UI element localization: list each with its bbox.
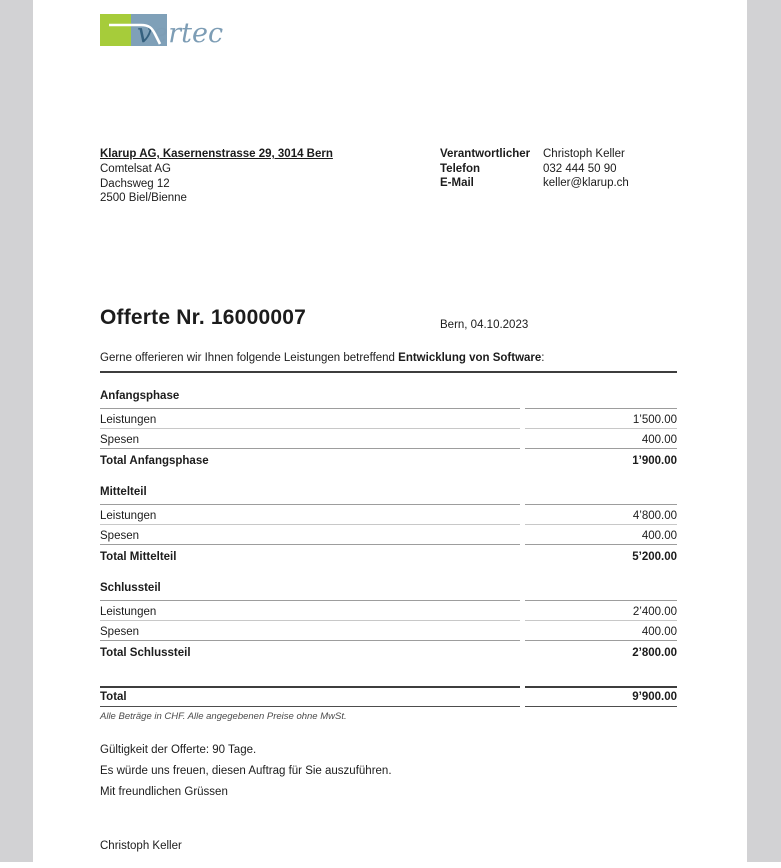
contact-value: 032 444 50 90 xyxy=(543,162,617,175)
section-total-amount: 2’800.00 xyxy=(632,647,677,659)
contact-label: Verantwortlicher xyxy=(440,148,531,160)
contact-row xyxy=(440,176,629,191)
section-title: Anfangsphase xyxy=(100,389,520,409)
recipient-street: Dachsweg 12 xyxy=(100,177,170,190)
section-total-row xyxy=(100,449,677,469)
vertec-logo xyxy=(100,12,224,55)
row-label: Leistungen xyxy=(100,601,520,621)
section-total-label: Total Mittelteil xyxy=(100,551,177,563)
intro-sentence xyxy=(100,352,545,364)
section-total-amount: 1’900.00 xyxy=(632,455,677,467)
intro-subject: Entwicklung von Software xyxy=(398,352,542,364)
contact-info-block xyxy=(440,147,629,191)
row-label: Spesen xyxy=(100,621,520,641)
section-mittelteil xyxy=(100,485,677,565)
section-title: Mittelteil xyxy=(100,485,520,505)
contact-label: E-Mail xyxy=(440,177,474,190)
row-amount: 1’500.00 xyxy=(525,409,677,429)
section-header xyxy=(100,389,677,409)
row-amount: 400.00 xyxy=(525,525,677,545)
section-schlussteil xyxy=(100,581,677,661)
section-header xyxy=(100,581,677,601)
pleasure-line: Es würde uns freuen, diesen Auftrag für Sie auszuführen. xyxy=(100,765,392,777)
row-label: Leistungen xyxy=(100,505,520,525)
contact-label: Telefon xyxy=(440,162,481,175)
currency-footnote: Alle Beträge in CHF. Alle angegebenen Preise ohne MwSt. xyxy=(100,711,347,722)
grand-total-amount: 9’900.00 xyxy=(525,686,677,707)
table-row xyxy=(100,525,677,545)
table-row xyxy=(100,601,677,621)
sender-line: Klarup AG, Kasernenstrasse 29, 3014 Bern xyxy=(100,148,333,160)
section-total-amount: 5’200.00 xyxy=(632,551,677,563)
section-total-row xyxy=(100,641,677,661)
section-title: Schlussteil xyxy=(100,581,520,601)
greeting-line: Mit freundlichen Grüssen xyxy=(100,786,228,798)
row-amount: 400.00 xyxy=(525,621,677,641)
intro-colon: : xyxy=(541,352,545,364)
recipient-name: Comtelsat AG xyxy=(100,162,171,175)
page-title: Offerte Nr. 16000007 xyxy=(100,306,306,329)
place-date: Bern, 04.10.2023 xyxy=(440,319,529,331)
section-total-label: Total Anfangsphase xyxy=(100,455,209,467)
intro-text: Gerne offerieren wir Ihnen folgende Leistungen betreffend xyxy=(100,352,399,364)
recipient-city: 2500 Biel/Bienne xyxy=(100,192,187,205)
grand-total-label: Total xyxy=(100,686,520,707)
contact-value: keller@klarup.ch xyxy=(543,177,629,190)
row-amount: 2’400.00 xyxy=(525,601,677,621)
page-margin-right xyxy=(747,0,781,862)
vertec-logo-icon xyxy=(100,12,224,50)
table-row xyxy=(100,621,677,641)
contact-row xyxy=(440,147,629,162)
section-total-label: Total Schlussteil xyxy=(100,647,191,659)
table-row xyxy=(100,505,677,525)
row-label: Leistungen xyxy=(100,409,520,429)
validity-line: Gültigkeit der Offerte: 90 Tage. xyxy=(100,744,257,756)
signature-name: Christoph Keller xyxy=(100,840,182,852)
row-label: Spesen xyxy=(100,525,520,545)
table-row xyxy=(100,409,677,429)
row-label: Spesen xyxy=(100,429,520,449)
svg-text:vertec: vertec xyxy=(137,18,224,49)
page-margin-left xyxy=(0,0,33,862)
recipient-address-block xyxy=(100,147,333,206)
contact-value: Christoph Keller xyxy=(543,148,625,160)
contact-row xyxy=(440,162,629,177)
offer-table xyxy=(100,373,677,722)
section-header xyxy=(100,485,677,505)
section-anfangsphase xyxy=(100,389,677,469)
section-total-row xyxy=(100,545,677,565)
grand-total-row xyxy=(100,686,677,707)
table-row xyxy=(100,429,677,449)
row-amount: 400.00 xyxy=(525,429,677,449)
row-amount: 4’800.00 xyxy=(525,505,677,525)
closing-block xyxy=(100,740,392,803)
